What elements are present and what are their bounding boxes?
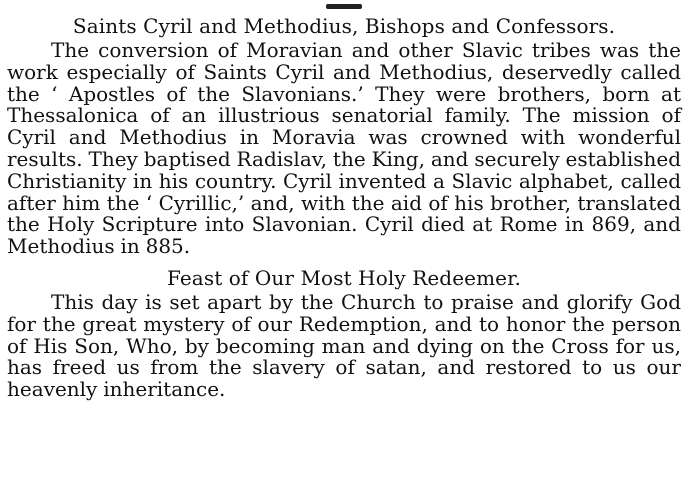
document-page	[7, 14, 681, 409]
section1-body: The conversion of Moravian and other Slavic tribes was the work especially of Saints Cyril and Methodius, deservedly called the ‘ Apostles of the Slavonians.’ They were brothers, born at Thessalonica of an illustrious senatorial family. The mission of Cyril and Methodius in Moravia was crowned with wonderful results. They baptised Radislav, the King, and securely established Christianity in his country. Cyril invented a Slavic alphabet, called after him the ‘ Cyrillic,’ and, with the aid of his brother, translated the Holy Scripture into Slavonian. Cyril died at Rome in 869, and Methodius in 885.	[7, 38, 681, 259]
section2-heading: Feast of Our Most Holy Redeemer.	[166, 265, 521, 290]
section1-heading: Saints Cyril and Methodius, Bishops and Confessors.	[72, 14, 616, 38]
section2-body: This day is set apart by the Church to praise and glorify God for the great mystery of our Redemption, and to honor the person of His Son, Who, by becoming man and dying on the Cross for us, has freed us from the slavery of satan, and restored to us our heavenly inheritance.	[7, 289, 681, 402]
top-rule-ornament	[326, 4, 362, 9]
